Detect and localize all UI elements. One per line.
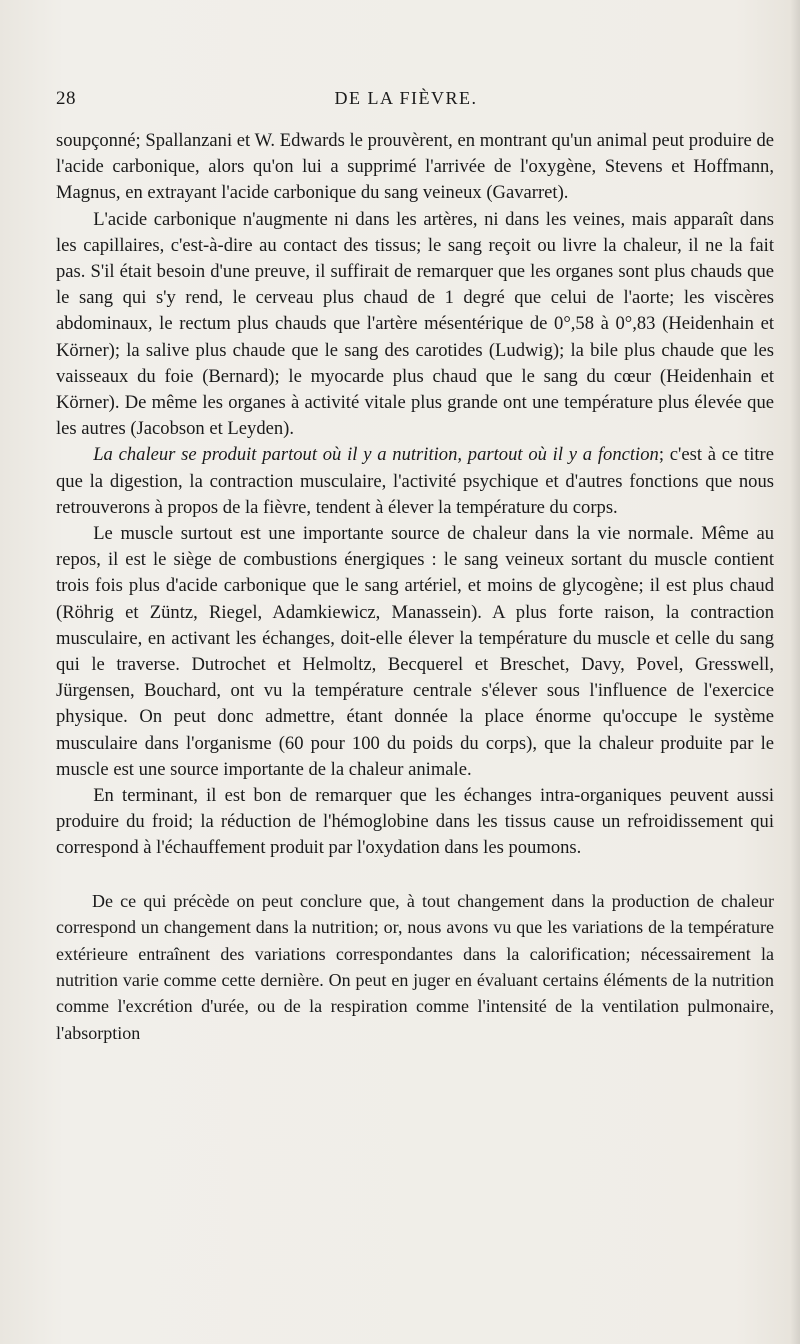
paragraph-3 bbox=[56, 442, 774, 521]
paragraph-5: En terminant, il est bon de remarquer que les échanges intra-organiques peuvent aussi produire du froid; la réduction de l'hémoglobine dans les tissus cause un refroidissement qui correspond à l'échauffement produit par l'oxydation dans les poumons. bbox=[56, 785, 774, 859]
page-edge-shadow bbox=[790, 0, 800, 1344]
page-header bbox=[56, 88, 756, 118]
page-number: 28 bbox=[56, 88, 76, 109]
paragraph-4: Le muscle surtout est une importante source de chaleur dans la vie normale. Même au repos, il est le siège de combustions énergiques : le sang veineux sortant du muscle contient trois fois plus d'acide carbonique que le sang artériel, et moins de glycogène; il est plus chaud (Röhrig et Züntz, Riegel, Adamkiewicz, Manassein). A plus forte raison, la contraction musculaire, en activant les échanges, doit-elle élever la température du muscle et celle du sang qui le traverse. Dutrochet et Helmoltz, Becquerel et Breschet, Davy, Povel, Gresswell, Jürgensen, Bouchard, ont vu la température centrale s'élever sous l'influence de l'exercice physique. On peut donc admettre, étant donnée la place énorme qu'occupe le système musculaire dans l'organisme (60 pour 100 du poids du corps), que la chaleur produite par le muscle est une source importante de la chaleur animale. bbox=[56, 523, 774, 780]
paragraph-2: L'acide carbonique n'augmente ni dans les artères, ni dans les veines, mais apparaît dans les capillaires, c'est-à-dire au contact des tissus; le sang reçoit ou livre la chaleur, il ne la fait pas. S'il était besoin d'une preuve, il suffirait de remarquer que les organes sont plus chauds que le sang qui s'y rend, le cerveau plus chaud de 1 degré que celui de l'aorte; les viscères abdominaux, le rectum plus chauds que l'artère mésentérique de 0°,58 à 0°,83 (Heidenhain et Körner); la salive plus chaude que le sang des carotides (Ludwig); la bile plus chaude que les vaisseaux du foie (Bernard); le myocarde plus chaud que le sang du cœur (Heidenhain et Körner). De même les organes à activité vitale plus grande ont une température plus élevée que les autres (Jacobson et Leyden). bbox=[56, 208, 774, 440]
running-title: DE LA FIÈVRE. bbox=[334, 88, 478, 108]
paragraph-6: De ce qui précède on peut conclure que, à tout changement dans la production de chaleur correspond un changement dans la nutrition; or, nous avons vu que les variations de la température extérieure entraînent des variations correspondantes dans la calorification; nécessairement la nutrition varie comme cette dernière. On peut en juger en évaluant certains éléments de la nutrition comme l'excrétion d'urée, ou de la respiration comme l'intensité de la ventilation pulmonaire, l'absorption bbox=[56, 890, 774, 1043]
paragraph-1: soupçonné; Spallanzani et W. Edwards le prouvèrent, en montrant qu'un animal peut produire de l'acide carbonique, alors qu'on lui a supprimé l'arrivée de l'oxygène, Stevens et Hoffmann, Magnus, en extrayant l'acide carbonique du sang veineux (Gavarret). bbox=[56, 130, 774, 204]
page-body bbox=[56, 128, 774, 1046]
paragraph-3-rest: ; c'est à ce titre que la digestion, la contraction musculaire, l'activité psychique et d'autres fonctions que nous retrouverons à propos de la fièvre, tendent à élever la température du corps. bbox=[56, 444, 775, 518]
italic-thesis: La chaleur se produit partout où il y a nutrition, partout où il y a fonction bbox=[93, 444, 659, 466]
